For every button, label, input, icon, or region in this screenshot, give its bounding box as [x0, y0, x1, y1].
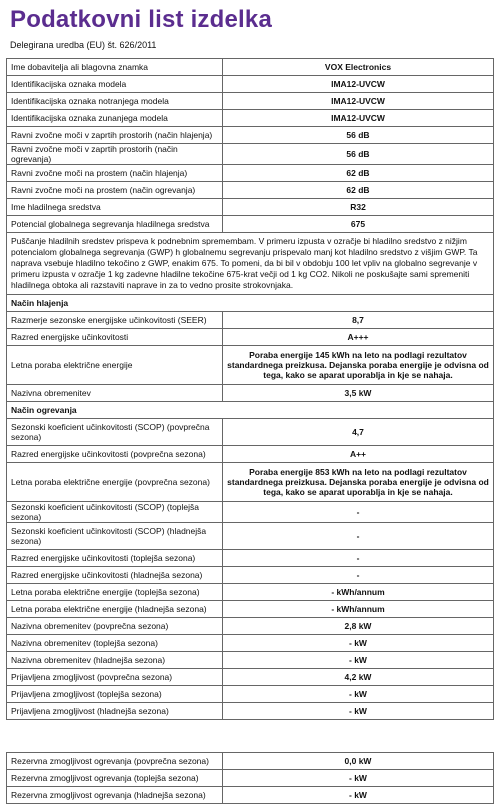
table-row — [7, 127, 494, 144]
row-value: 56 dB — [223, 144, 494, 165]
row-value: 8,7 — [223, 312, 494, 329]
table-row — [7, 463, 494, 502]
table-row — [7, 618, 494, 635]
row-value: - kW — [223, 652, 494, 669]
table-row — [7, 703, 494, 720]
row-label: Ime dobavitelja ali blagovna znamka — [7, 59, 223, 76]
table-row — [7, 550, 494, 567]
row-value: 2,8 kW — [223, 618, 494, 635]
table-row — [7, 182, 494, 199]
table-row — [7, 770, 494, 787]
table-row — [7, 144, 494, 165]
table-row — [7, 59, 494, 76]
row-label: Sezonski koeficient učinkovitosti (SCOP) (hladnejša sezona) — [7, 523, 223, 550]
section-row — [7, 402, 494, 419]
table-row — [7, 753, 494, 770]
row-label: Razred energijske učinkovitosti (povprečna sezona) — [7, 446, 223, 463]
section-row — [7, 295, 494, 312]
row-label: Potencial globalnega segrevanja hladilnega sredstva — [7, 216, 223, 233]
section-heading-cooling: Način hlajenja — [7, 295, 494, 312]
table-row — [7, 216, 494, 233]
row-value: - kWh/annum — [223, 601, 494, 618]
row-value: 0,0 kW — [223, 753, 494, 770]
table-row — [7, 584, 494, 601]
row-label: Ravni zvočne moči v zaprtih prostorih (način hlajenja) — [7, 127, 223, 144]
row-label: Ravni zvočne moči v zaprtih prostorih (način ogrevanja) — [7, 144, 223, 165]
row-value: 3,5 kW — [223, 385, 494, 402]
table-row — [7, 165, 494, 182]
row-label: Prijavljena zmogljivost (hladnejša sezona) — [7, 703, 223, 720]
table-row — [7, 346, 494, 385]
row-label: Letna poraba električne energije — [7, 346, 223, 385]
row-value: 62 dB — [223, 182, 494, 199]
row-label: Ravni zvočne moči na prostem (način ogrevanja) — [7, 182, 223, 199]
row-label: Letna poraba električne energije (toplejša sezona) — [7, 584, 223, 601]
row-label: Prijavljena zmogljivost (povprečna sezona) — [7, 669, 223, 686]
row-label: Rezervna zmogljivost ogrevanja (hladnejša sezona) — [7, 787, 223, 804]
row-label: Rezervna zmogljivost ogrevanja (povprečna sezona) — [7, 753, 223, 770]
row-label: Prijavljena zmogljivost (toplejša sezona) — [7, 686, 223, 703]
row-value: - kW — [223, 787, 494, 804]
row-label: Identifikacijska oznaka modela — [7, 76, 223, 93]
row-value: - — [223, 523, 494, 550]
refrigerant-notice-row — [7, 233, 494, 295]
row-value: VOX Electronics — [223, 59, 494, 76]
row-label: Razred energijske učinkovitosti — [7, 329, 223, 346]
table-row — [7, 523, 494, 550]
table-row — [7, 93, 494, 110]
row-value: 56 dB — [223, 127, 494, 144]
table-row — [7, 312, 494, 329]
row-label: Ravni zvočne moči na prostem (način hlajenja) — [7, 165, 223, 182]
row-value: Poraba energije 853 kWh na leto na podlagi rezultatov standardnega preizkusa. Dejanska poraba energije je odvisna od tega, kako se aparat uporablja in kje se nahaja. — [223, 463, 494, 502]
row-value: IMA12-UVCW — [223, 110, 494, 127]
row-label: Nazivna obremenitev (hladnejša sezona) — [7, 652, 223, 669]
table-row — [7, 446, 494, 463]
main-table — [6, 58, 494, 720]
row-label: Nazivna obremenitev (povprečna sezona) — [7, 618, 223, 635]
regulation-reference: Delegirana uredba (EU) št. 626/2011 — [10, 40, 157, 50]
row-value: - kW — [223, 770, 494, 787]
row-value: 4,7 — [223, 419, 494, 446]
row-label: Nazivna obremenitev — [7, 385, 223, 402]
row-label: Nazivna obremenitev (toplejša sezona) — [7, 635, 223, 652]
row-value: 4,2 kW — [223, 669, 494, 686]
row-label: Razmerje sezonske energijske učinkovitosti (SEER) — [7, 312, 223, 329]
table-row — [7, 787, 494, 804]
table-row — [7, 76, 494, 93]
row-label: Ime hladilnega sredstva — [7, 199, 223, 216]
table-row — [7, 652, 494, 669]
row-label: Letna poraba električne energije (hladnejša sezona) — [7, 601, 223, 618]
table-row — [7, 385, 494, 402]
table-row — [7, 110, 494, 127]
row-label: Razred energijske učinkovitosti (toplejša sezona) — [7, 550, 223, 567]
row-value: - kW — [223, 686, 494, 703]
table-row — [7, 419, 494, 446]
row-value: R32 — [223, 199, 494, 216]
backup-table — [6, 752, 494, 804]
section-heading-heating: Način ogrevanja — [7, 402, 494, 419]
page-title: Podatkovni list izdelka — [10, 6, 273, 33]
row-label: Sezonski koeficient učinkovitosti (SCOP) (toplejša sezona) — [7, 502, 223, 523]
row-value: - — [223, 550, 494, 567]
row-value: - kW — [223, 635, 494, 652]
row-value: - — [223, 567, 494, 584]
row-value: - kW — [223, 703, 494, 720]
row-label: Rezervna zmogljivost ogrevanja (toplejša sezona) — [7, 770, 223, 787]
table-row — [7, 669, 494, 686]
row-value: A++ — [223, 446, 494, 463]
row-value: 675 — [223, 216, 494, 233]
row-value: IMA12-UVCW — [223, 76, 494, 93]
table-row — [7, 635, 494, 652]
row-label: Sezonski koeficient učinkovitosti (SCOP) (povprečna sezona) — [7, 419, 223, 446]
table-row — [7, 601, 494, 618]
row-value: - — [223, 502, 494, 523]
refrigerant-notice: Puščanje hladilnih sredstev prispeva k podnebnim spremembam. V primeru izpusta v ozračje bi hladilno sredstvo z nižjim potencialom globalnega segrevanja (GWP) h globalnemu segrevanju prispevalo manj kot hladilno sredstvo z višjim GWP. Ta naprava vsebuje hladilno tekočino z GWP, enakim 675. To pomeni, da bi bil v obdobju 100 let vpliv na globalno segrevanje v primeru izpusta v ozračje 1 kg zadevne hladilne tekočine 675-krat večji od 1 kg CO2. Nikoli ne poskušajte sami spremeniti hladilnega obtoka ali razstaviti naprave in za to vedno prosite strokovnjaka. — [7, 233, 494, 295]
row-value: 62 dB — [223, 165, 494, 182]
table-row — [7, 686, 494, 703]
table-row — [7, 329, 494, 346]
row-value: - kWh/annum — [223, 584, 494, 601]
row-label: Identifikacijska oznaka notranjega modela — [7, 93, 223, 110]
row-label: Razred energijske učinkovitosti (hladnejša sezona) — [7, 567, 223, 584]
row-value: A+++ — [223, 329, 494, 346]
table-row — [7, 567, 494, 584]
table-row — [7, 502, 494, 523]
row-value: IMA12-UVCW — [223, 93, 494, 110]
table-row — [7, 199, 494, 216]
row-value: Poraba energije 145 kWh na leto na podlagi rezultatov standardnega preizkusa. Dejanska poraba energije je odvisna od tega, kako se aparat uporablja in kje se nahaja. — [223, 346, 494, 385]
row-label: Identifikacijska oznaka zunanjega modela — [7, 110, 223, 127]
row-label: Letna poraba električne energije (povprečna sezona) — [7, 463, 223, 502]
